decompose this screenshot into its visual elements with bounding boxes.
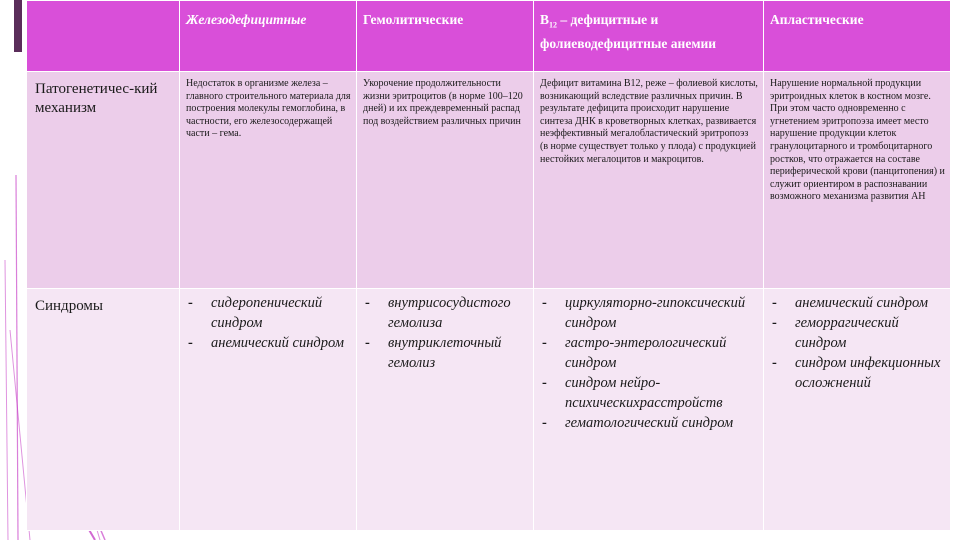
syndromes-cell-hemolytic [357, 289, 534, 531]
header-cell-b12-folate [534, 1, 764, 72]
syndrome-list [180, 289, 356, 353]
row-label-cell [27, 72, 180, 289]
list-item: - геморрагический синдром [772, 315, 899, 351]
table-row [27, 289, 951, 531]
pathogenesis-cell-iron: Недостаток в организме железа – главного строительного материала для построения молекулы гемоглобина, в частности, его железосодержащей части – гема. [180, 72, 357, 289]
list-item: - внутрисосудистого гемолиза [365, 295, 511, 331]
pathogenesis-cell-hemolytic: Укорочение продолжительности жизни эритроцитов (в норме 100–120 дней) и их преждевременный распад под воздействием различных причин [357, 72, 534, 289]
header-b12-folate [534, 1, 763, 53]
list-item: - сидеропенический синдром [188, 295, 323, 331]
syndrome-list [357, 289, 533, 373]
list-item: - анемический синдром [772, 295, 928, 311]
header-cell-aplastic [764, 1, 951, 72]
bullet-mark: - [772, 315, 777, 331]
syndrome-list [534, 289, 763, 433]
bullet-mark: - [542, 415, 547, 431]
list-item: - синдром нейро-психическихрасстройств [542, 375, 723, 411]
bullet-mark: - [365, 295, 370, 311]
header-hemolytic: Гемолитические [363, 12, 464, 27]
anemia-table-container [26, 0, 950, 531]
syndromes-cell-b12 [534, 289, 764, 531]
header-row [27, 1, 951, 72]
bullet-mark: - [542, 295, 547, 311]
list-item: - гастро-энтерологический синдром [542, 335, 727, 371]
pathogenesis-cell-b12: Дефицит витамина B12, реже – фолиевой кислоты, возникающий вследствие различных причин. В результате дефицита происходит нарушение синтеза ДНК в кроветворных клетках, развивается неэффективный мегалобластический эритропоэз (в норме существует только у плода) с продукцией нестойких мегалоцитов и макроцитов. [534, 72, 764, 289]
list-item: - внутриклеточный гемолиз [365, 335, 502, 371]
header-iron-deficiency: Железодефицитные [186, 12, 307, 27]
header-cell-hemolytic [357, 1, 534, 72]
anemia-classification-table [26, 0, 951, 531]
header-cell-empty [27, 1, 180, 72]
bullet-mark: - [542, 375, 547, 391]
bullet-mark: - [772, 355, 777, 371]
row-label-syndromes: Синдромы [35, 298, 103, 314]
header-b12-text: – дефицитные и фолиеводефицитные анемии [540, 12, 717, 51]
slide-accent-bar [14, 0, 22, 52]
header-cell-iron-deficiency [180, 1, 357, 72]
row-label-pathogenesis: Патогенетичес-кий механизм [35, 81, 158, 116]
list-item: - гематологический синдром [542, 415, 734, 431]
pathogenesis-cell-aplastic: Нарушение нормальной продукции эритроидных клеток в костном мозге. При этом часто одновременно с угнетением эритропоэза имеет место нарушение продукции клеток гранулоцитарного и тромбоцитарного ростков, что отражается на составе периферической крови (панцитопения) и служит ориентиром в распознавании возможного механизма развития АН [764, 72, 951, 289]
bullet-mark: - [188, 335, 193, 351]
table-row [27, 72, 951, 289]
list-item: - циркуляторно-гипоксический синдром [542, 295, 746, 331]
bullet-mark: - [188, 295, 193, 311]
header-b12-subscript: 12 [549, 20, 558, 30]
row-label-cell [27, 289, 180, 531]
header-b12-letter: B [540, 12, 550, 27]
syndromes-cell-iron [180, 289, 357, 531]
list-item: - анемический синдром [188, 335, 344, 351]
syndromes-cell-aplastic [764, 289, 951, 531]
list-item: - синдром инфекционных осложнений [772, 355, 941, 391]
syndrome-list [764, 289, 950, 393]
bullet-mark: - [365, 335, 370, 351]
header-aplastic: Апластические [770, 12, 864, 27]
bullet-mark: - [542, 335, 547, 351]
bullet-mark: - [772, 295, 777, 311]
